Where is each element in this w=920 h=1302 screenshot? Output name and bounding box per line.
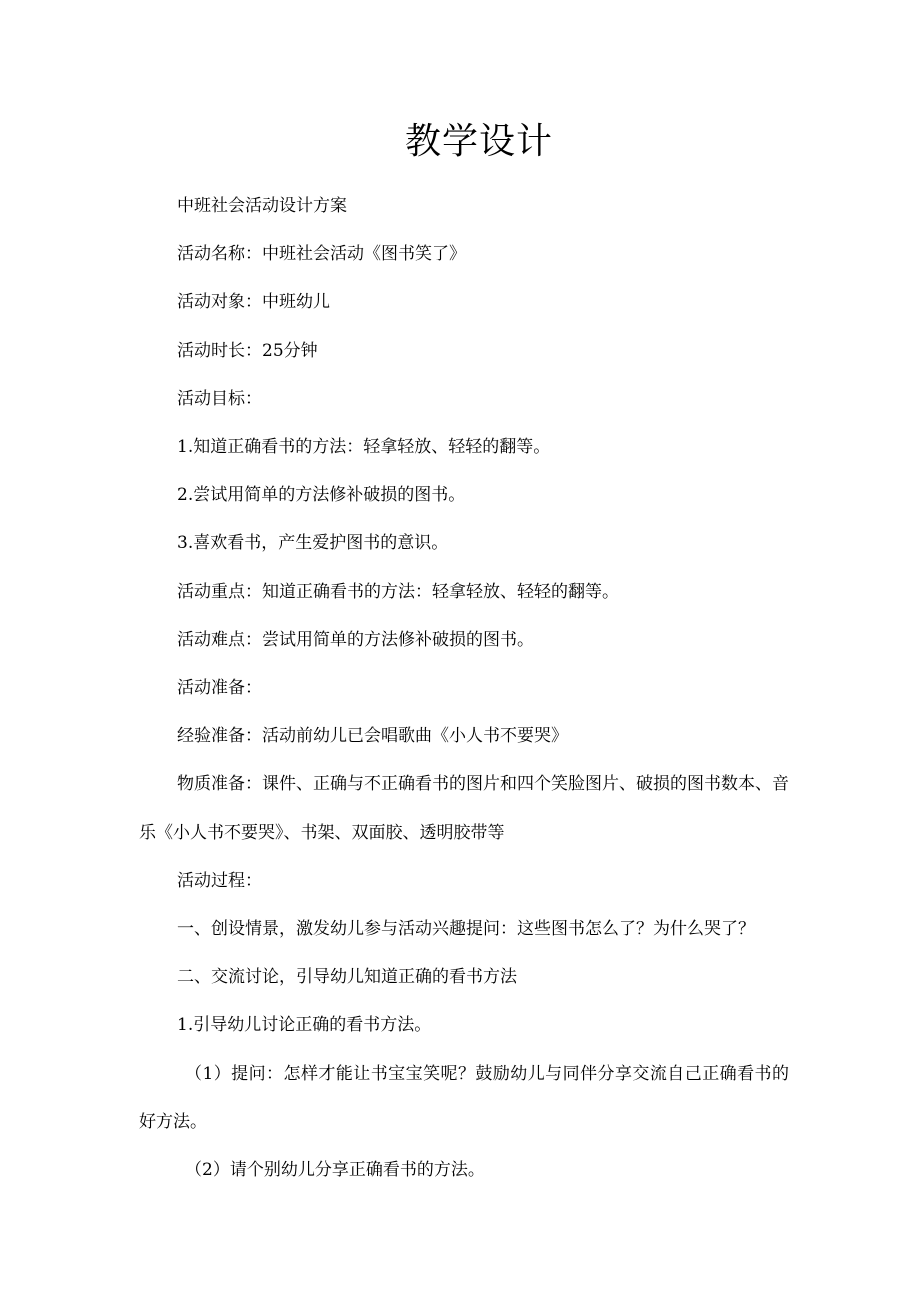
paragraph-goal-2: 2.尝试用简单的方法修补破损的图书。 (177, 485, 466, 506)
paragraph-experience-prep: 经验准备：活动前幼儿已会唱歌曲《小人书不要哭》 (177, 726, 568, 747)
paragraph-material-prep: 物质准备：课件、正确与不正确看书的图片和四个笑脸图片、破损的图书数本、音乐《小人书不要哭》、书架、双面胶、透明胶带等 (139, 774, 789, 843)
paragraph-step-2-1: 1.引导幼儿讨论正确的看书方法。 (177, 1015, 432, 1036)
paragraph-plan-title: 中班社会活动设计方案 (177, 196, 347, 216)
paragraph-step-2-1-a: （1）提问：怎样才能让书宝宝笑呢？鼓励幼儿与同伴分享交流自己正确看书的好方法。 (139, 1063, 789, 1132)
paragraph-activity-name: 活动名称：中班社会活动《图书笑了》 (177, 244, 466, 265)
paragraph-process-heading: 活动过程： (177, 870, 262, 891)
document-title: 教学设计 (404, 121, 553, 162)
paragraph-goal-3: 3.喜欢看书，产生爱护图书的意识。 (177, 533, 449, 554)
paragraph-step-2: 二、交流讨论，引导幼儿知道正确的看书方法 (177, 967, 517, 988)
paragraph-goals-heading: 活动目标： (177, 388, 262, 409)
paragraph-step-2-1-b: （2）请个别幼儿分享正确看书的方法。 (185, 1160, 485, 1181)
paragraph-activity-duration: 活动时长：25分钟 (177, 340, 318, 361)
paragraph-difficulty: 活动难点：尝试用简单的方法修补破损的图书。 (177, 629, 534, 650)
paragraph-goal-1: 1.知道正确看书的方法：轻拿轻放、轻轻的翻等。 (177, 437, 551, 458)
paragraph-preparation-heading: 活动准备： (177, 678, 262, 699)
document-body (139, 182, 789, 1194)
paragraph-step-1: 一、创设情景，激发幼儿参与活动兴趣提问：这些图书怎么了？为什么哭了？ (177, 919, 755, 940)
paragraph-key-point: 活动重点：知道正确看书的方法：轻拿轻放、轻轻的翻等。 (177, 581, 619, 602)
paragraph-activity-target: 活动对象：中班幼儿 (177, 292, 330, 313)
